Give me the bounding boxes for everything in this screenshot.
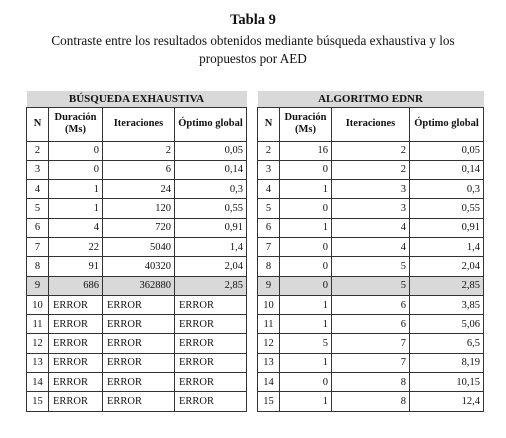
cell-iterations: 120 xyxy=(103,199,175,218)
table-row xyxy=(27,295,247,314)
cell-n: 12 xyxy=(258,334,280,353)
table-row xyxy=(258,180,484,199)
cell-n: 3 xyxy=(27,160,49,179)
column-header-duration: Duración (Ms) xyxy=(280,107,332,141)
cell-n: 10 xyxy=(27,295,49,314)
cell-duration: 5 xyxy=(280,334,332,353)
cell-iterations: ERROR xyxy=(103,315,175,334)
column-header-duration: Duración (Ms) xyxy=(49,107,103,141)
cell-duration: 1 xyxy=(49,180,103,199)
cell-duration: 4 xyxy=(49,218,103,237)
cell-n: 7 xyxy=(27,237,49,256)
table-row xyxy=(27,373,247,392)
cell-iterations: 4 xyxy=(332,237,410,256)
group-header: ALGORITMO EDNR xyxy=(258,91,484,107)
cell-n: 4 xyxy=(27,180,49,199)
cell-duration: 1 xyxy=(280,295,332,314)
cell-duration: 0 xyxy=(280,276,332,295)
cell-iterations: 40320 xyxy=(103,257,175,276)
table-title: Tabla 9 xyxy=(230,12,276,28)
cell-duration: 686 xyxy=(49,276,103,295)
cell-n: 9 xyxy=(27,276,49,295)
cell-optimum: 2,04 xyxy=(410,257,484,276)
table-body xyxy=(27,141,247,411)
cell-duration: 0 xyxy=(280,199,332,218)
table-row xyxy=(27,180,247,199)
cell-iterations: 24 xyxy=(103,180,175,199)
cell-optimum: ERROR xyxy=(175,334,247,353)
cell-duration: 22 xyxy=(49,237,103,256)
cell-optimum: 0,05 xyxy=(175,141,247,160)
cell-n: 5 xyxy=(258,199,280,218)
cell-optimum: 5,06 xyxy=(410,315,484,334)
cell-n: 11 xyxy=(258,315,280,334)
cell-iterations: 5040 xyxy=(103,237,175,256)
ednr-algorithm-table xyxy=(257,91,484,412)
cell-iterations: 362880 xyxy=(103,276,175,295)
cell-optimum: 3,85 xyxy=(410,295,484,314)
cell-optimum: 0,14 xyxy=(175,160,247,179)
table-row xyxy=(258,276,484,295)
cell-iterations: 7 xyxy=(332,334,410,353)
cell-iterations: ERROR xyxy=(103,392,175,411)
table-row xyxy=(258,141,484,160)
cell-optimum: ERROR xyxy=(175,295,247,314)
cell-optimum: 1,4 xyxy=(175,237,247,256)
table-row xyxy=(27,160,247,179)
table-row xyxy=(258,315,484,334)
cell-iterations: ERROR xyxy=(103,334,175,353)
cell-iterations: 3 xyxy=(332,199,410,218)
cell-iterations: 2 xyxy=(103,141,175,160)
column-header-n: N xyxy=(258,107,280,141)
cell-n: 8 xyxy=(27,257,49,276)
table-row xyxy=(258,218,484,237)
table-body xyxy=(258,141,484,411)
table-row xyxy=(258,295,484,314)
cell-duration: 91 xyxy=(49,257,103,276)
cell-n: 6 xyxy=(27,218,49,237)
group-header: BÚSQUEDA EXHAUSTIVA xyxy=(27,91,247,107)
cell-n: 6 xyxy=(258,218,280,237)
cell-iterations: 8 xyxy=(332,392,410,411)
table-row xyxy=(27,237,247,256)
cell-optimum: 0,91 xyxy=(410,218,484,237)
cell-duration: ERROR xyxy=(49,392,103,411)
cell-n: 2 xyxy=(27,141,49,160)
table-row xyxy=(258,237,484,256)
table-row xyxy=(27,257,247,276)
table-row xyxy=(258,353,484,372)
table-caption: Contraste entre los resultados obtenidos mediante búsqueda exhaustiva y los propuestos por AED xyxy=(51,33,455,66)
cell-optimum: ERROR xyxy=(175,315,247,334)
cell-duration: 1 xyxy=(280,392,332,411)
cell-iterations: 6 xyxy=(332,295,410,314)
cell-n: 7 xyxy=(258,237,280,256)
column-header-iterations: Iteraciones xyxy=(332,107,410,141)
cell-optimum: 2,85 xyxy=(175,276,247,295)
cell-duration: 16 xyxy=(280,141,332,160)
cell-duration: ERROR xyxy=(49,353,103,372)
cell-optimum: 10,15 xyxy=(410,373,484,392)
cell-optimum: ERROR xyxy=(175,392,247,411)
cell-iterations: 4 xyxy=(332,218,410,237)
cell-n: 15 xyxy=(27,392,49,411)
table-row xyxy=(258,373,484,392)
cell-duration: ERROR xyxy=(49,295,103,314)
table-row xyxy=(258,257,484,276)
cell-iterations: 720 xyxy=(103,218,175,237)
cell-iterations: ERROR xyxy=(103,373,175,392)
cell-duration: 0 xyxy=(280,373,332,392)
table-row xyxy=(27,218,247,237)
table-row xyxy=(258,199,484,218)
column-header-optimum: Óptimo global xyxy=(410,107,484,141)
cell-duration: 0 xyxy=(49,141,103,160)
cell-optimum: 2,85 xyxy=(410,276,484,295)
cell-duration: 1 xyxy=(280,353,332,372)
cell-n: 9 xyxy=(258,276,280,295)
cell-optimum: 0,14 xyxy=(410,160,484,179)
cell-optimum: 0,55 xyxy=(410,199,484,218)
table-row xyxy=(27,199,247,218)
cell-iterations: 7 xyxy=(332,353,410,372)
cell-optimum: 6,5 xyxy=(410,334,484,353)
cell-optimum: ERROR xyxy=(175,373,247,392)
cell-n: 11 xyxy=(27,315,49,334)
table-row xyxy=(258,160,484,179)
cell-n: 5 xyxy=(27,199,49,218)
cell-duration: 0 xyxy=(49,160,103,179)
cell-duration: 1 xyxy=(49,199,103,218)
table-row xyxy=(258,392,484,411)
cell-iterations: 5 xyxy=(332,257,410,276)
cell-optimum: 0,05 xyxy=(410,141,484,160)
cell-n: 15 xyxy=(258,392,280,411)
cell-optimum: 1,4 xyxy=(410,237,484,256)
cell-optimum: 0,55 xyxy=(175,199,247,218)
cell-iterations: 2 xyxy=(332,141,410,160)
table-row xyxy=(27,141,247,160)
cell-duration: 0 xyxy=(280,257,332,276)
cell-n: 14 xyxy=(27,373,49,392)
cell-iterations: 6 xyxy=(332,315,410,334)
cell-duration: 0 xyxy=(280,160,332,179)
cell-optimum: 2,04 xyxy=(175,257,247,276)
cell-n: 13 xyxy=(27,353,49,372)
cell-duration: ERROR xyxy=(49,373,103,392)
cell-duration: ERROR xyxy=(49,334,103,353)
cell-n: 2 xyxy=(258,141,280,160)
table-row xyxy=(27,315,247,334)
cell-duration: 0 xyxy=(280,237,332,256)
cell-n: 14 xyxy=(258,373,280,392)
exhaustive-search-table xyxy=(26,91,247,412)
cell-optimum: ERROR xyxy=(175,353,247,372)
cell-n: 8 xyxy=(258,257,280,276)
cell-iterations: 8 xyxy=(332,373,410,392)
cell-duration: 1 xyxy=(280,180,332,199)
cell-n: 13 xyxy=(258,353,280,372)
cell-n: 4 xyxy=(258,180,280,199)
table-row xyxy=(27,353,247,372)
cell-duration: ERROR xyxy=(49,315,103,334)
cell-duration: 1 xyxy=(280,218,332,237)
table-row xyxy=(27,392,247,411)
cell-optimum: 0,91 xyxy=(175,218,247,237)
cell-iterations: ERROR xyxy=(103,353,175,372)
cell-n: 3 xyxy=(258,160,280,179)
cell-iterations: 3 xyxy=(332,180,410,199)
column-header-optimum: Óptimo global xyxy=(175,107,247,141)
table-row xyxy=(258,334,484,353)
cell-n: 12 xyxy=(27,334,49,353)
cell-optimum: 0,3 xyxy=(410,180,484,199)
cell-iterations: 6 xyxy=(103,160,175,179)
cell-optimum: 12,4 xyxy=(410,392,484,411)
cell-duration: 1 xyxy=(280,315,332,334)
cell-iterations: 5 xyxy=(332,276,410,295)
cell-optimum: 0,3 xyxy=(175,180,247,199)
column-header-iterations: Iteraciones xyxy=(103,107,175,141)
cell-optimum: 8,19 xyxy=(410,353,484,372)
column-header-n: N xyxy=(27,107,49,141)
table-row xyxy=(27,276,247,295)
table-row xyxy=(27,334,247,353)
cell-iterations: 2 xyxy=(332,160,410,179)
cell-iterations: ERROR xyxy=(103,295,175,314)
cell-n: 10 xyxy=(258,295,280,314)
